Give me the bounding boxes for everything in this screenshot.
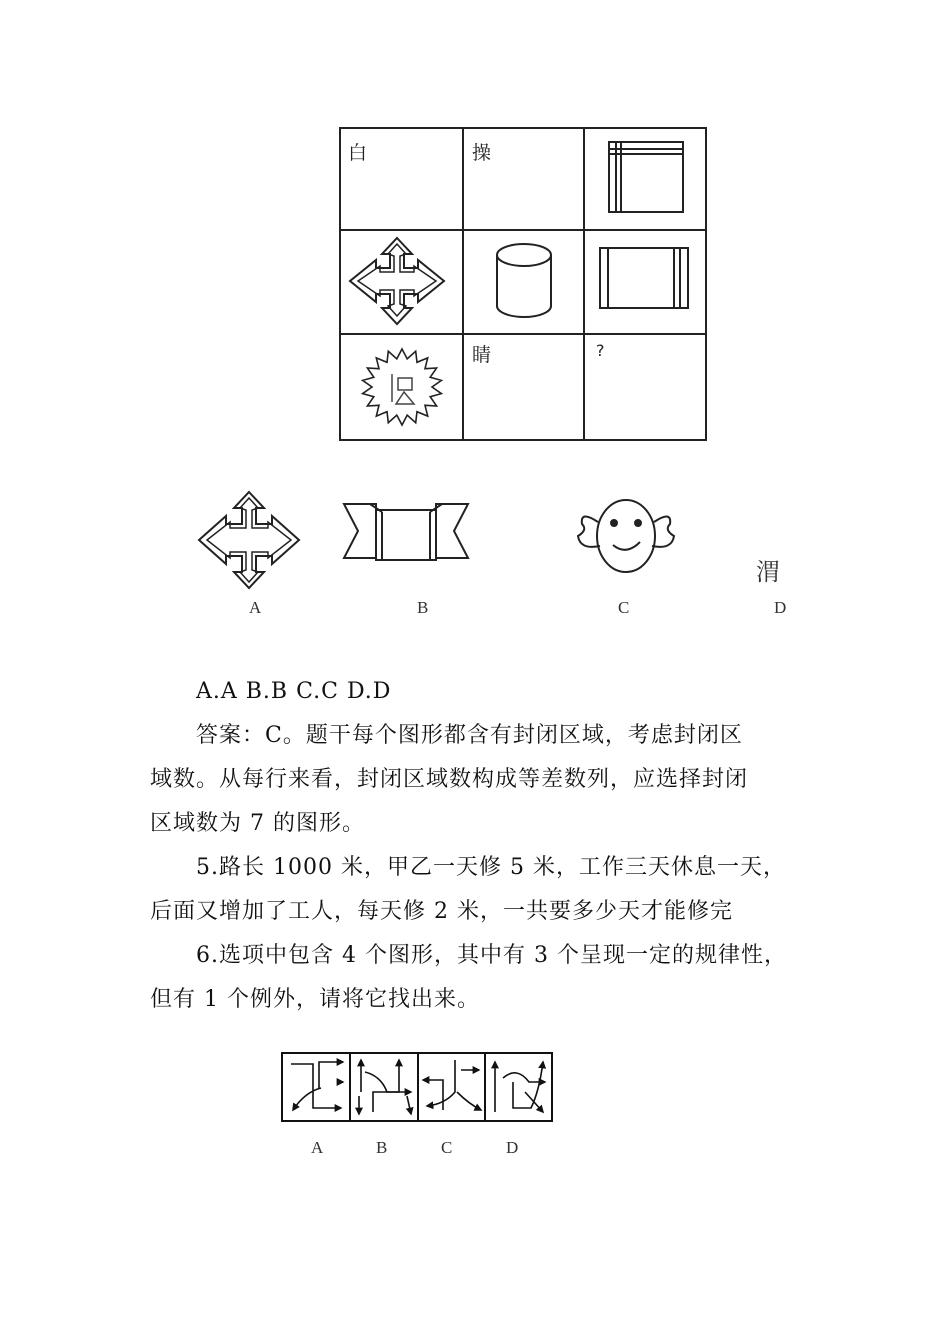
option-b-label[interactable]: B	[417, 598, 429, 617]
answer-line-1: 答案：C。题干每个图形都含有封闭区域，考虑封闭区	[196, 723, 743, 748]
starburst-icon	[356, 344, 448, 430]
option-d-char: 渭	[756, 558, 780, 586]
strip-label-a: A	[311, 1138, 324, 1157]
strip-label-b: B	[376, 1138, 388, 1157]
cylinder-icon	[494, 242, 558, 320]
arrow-strip	[281, 1052, 555, 1124]
cell-r3c3-char: ?	[596, 341, 605, 360]
answer-line-3: 区域数为 7 的图形。	[150, 811, 365, 836]
rectangle-frame-icon	[607, 140, 687, 216]
strip-label-c: C	[441, 1138, 453, 1157]
cell-r1c2-char: 操	[472, 142, 492, 164]
banner-frame-icon	[598, 244, 692, 312]
q6-line-1: 6.选项中包含 4 个图形，其中有 3 个呈现一定的规律性，	[196, 943, 787, 968]
q5-line-2: 后面又增加了工人，每天修 2 米，一共要多少天才能修完	[150, 899, 733, 924]
four-way-arrow-icon	[348, 236, 446, 326]
option-d-label[interactable]: D	[774, 598, 787, 617]
option-c-smiley-icon	[574, 490, 678, 580]
strip-label-d: D	[506, 1138, 519, 1157]
option-a-label[interactable]: A	[249, 598, 262, 617]
choices-line: A.A B.B C.C D.D	[196, 679, 392, 704]
q5-line-1: 5.路长 1000 米，甲乙一天修 5 米，工作三天休息一天，	[196, 855, 786, 880]
q6-line-2: 但有 1 个例外，请将它找出来。	[150, 987, 480, 1012]
cell-r3c2-char: 睛	[472, 344, 492, 366]
option-c-label[interactable]: C	[618, 598, 630, 617]
cell-r1c1-char: 白	[348, 142, 368, 164]
text-block	[150, 670, 820, 1022]
option-b-ribbon-icon	[342, 498, 470, 564]
answer-line-2: 域数。从每行来看，封闭区域数构成等差数列，应选择封闭	[150, 767, 749, 792]
option-a-arrow-icon	[196, 490, 302, 590]
